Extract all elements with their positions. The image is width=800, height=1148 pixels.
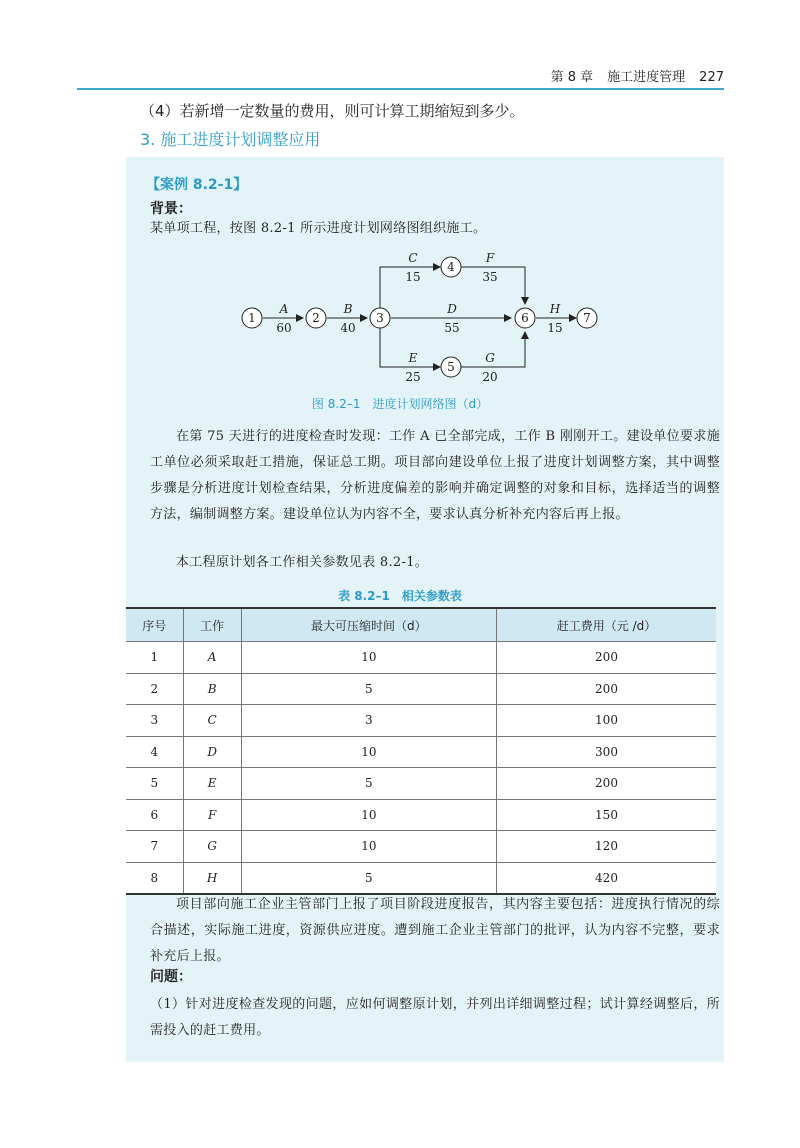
cell-index: 4: [126, 736, 183, 768]
table-row: [126, 736, 716, 768]
table-caption: 表 8.2–1 相关参数表: [338, 589, 462, 603]
table-row: [126, 831, 716, 863]
table-row: [126, 862, 716, 894]
section-title: 3. 施工进度计划调整应用: [140, 130, 321, 149]
cell-cost: 200: [497, 768, 717, 800]
cell-cost: 100: [497, 705, 717, 737]
cell-cost: 200: [497, 642, 717, 674]
cell-work: G: [183, 831, 241, 863]
cell-index: 8: [126, 862, 183, 894]
cell-max-compress: 5: [241, 768, 496, 800]
chapter-number: 第 8 章: [550, 70, 594, 85]
table-row: [126, 673, 716, 705]
col-header-cost: 赶工费用（元 /d）: [497, 608, 717, 642]
cell-index: 5: [126, 768, 183, 800]
cell-work: C: [183, 705, 241, 737]
activity-a-duration: 60: [276, 321, 292, 335]
case-title: 【案例 8.2-1】: [146, 177, 248, 193]
activity-b-duration: 40: [340, 321, 356, 335]
cell-work: H: [183, 862, 241, 894]
paragraph-report: 项目部向施工企业主管部门上报了项目阶段进度报告，其内容主要包括：进度执行情况的综合描述，实际施工进度，资源供应进度。遭到施工企业主管部门的批评，认为内容不完整，要求补充后上报。: [150, 897, 720, 964]
page-header: [77, 60, 724, 90]
activity-h-label: H: [549, 302, 561, 316]
activity-g-label: G: [485, 351, 495, 365]
node-1: 1: [248, 311, 256, 325]
cell-index: 6: [126, 799, 183, 831]
cell-work: B: [183, 673, 241, 705]
activity-d-duration: 55: [444, 321, 460, 335]
cell-max-compress: 10: [241, 642, 496, 674]
table-row: [126, 705, 716, 737]
table-row: [126, 642, 716, 674]
cell-cost: 120: [497, 831, 717, 863]
background-label: 背景：: [150, 201, 192, 217]
table-header-row: [126, 608, 716, 642]
cell-max-compress: 10: [241, 799, 496, 831]
cell-work: E: [183, 768, 241, 800]
col-header-index: 序号: [126, 608, 183, 642]
table-row: [126, 768, 716, 800]
table-row: [126, 799, 716, 831]
activity-e-label: E: [408, 351, 418, 365]
background-text: 某单项工程，按图 8.2-1 所示进度计划网络图组织施工。: [150, 221, 487, 236]
activity-f-duration: 35: [482, 270, 498, 284]
running-head: [537, 66, 724, 85]
cell-max-compress: 3: [241, 705, 496, 737]
cell-cost: 300: [497, 736, 717, 768]
activity-f-label: F: [485, 251, 495, 265]
cell-max-compress: 10: [241, 736, 496, 768]
cell-work: F: [183, 799, 241, 831]
header-rule: [77, 88, 724, 90]
question-1: （1）针对进度检查发现的问题，应如何调整原计划，并列出详细调整过程；试计算经调整后，所需投入的赶工费用。: [150, 997, 720, 1038]
activity-g-duration: 20: [482, 370, 498, 384]
question-label: 问题：: [150, 969, 192, 985]
node-2: 2: [312, 311, 320, 325]
page-number: 227: [699, 70, 724, 85]
params-table: [126, 607, 716, 895]
activity-h-duration: 15: [547, 321, 563, 335]
activity-b-label: B: [343, 302, 353, 316]
cell-index: 3: [126, 705, 183, 737]
cell-index: 2: [126, 673, 183, 705]
paragraph-inspection: 在第 75 天进行的进度检查时发现：工作 A 已全部完成，工作 B 刚刚开工。建设单位要求施工单位必须采取赶工措施，保证总工期。项目部向建设单位上报了进度计划调整方案，其中调整步骤是分析进度计划检查结果，分析进度偏差的影响并确定调整的对象和目标，选择适当的调整方法，编制调整方案。建设单位认为内容不全，要求认真分析补充内容后再上报。: [150, 429, 720, 522]
node-7: 7: [583, 311, 591, 325]
network-diagram: [130, 250, 610, 390]
node-4: 4: [447, 260, 455, 274]
node-5: 5: [447, 360, 455, 374]
cell-work: D: [183, 736, 241, 768]
col-header-work: 工作: [183, 608, 241, 642]
cell-index: 1: [126, 642, 183, 674]
node-3: 3: [376, 311, 384, 325]
node-6: 6: [521, 311, 529, 325]
intro-question: （4）若新增一定数量的费用，则可计算工期缩短到多少。: [140, 102, 525, 120]
cell-max-compress: 5: [241, 862, 496, 894]
chapter-title: 施工进度管理: [607, 70, 686, 85]
activity-d-label: D: [447, 302, 457, 316]
activity-e-duration: 25: [405, 370, 421, 384]
cell-work: A: [183, 642, 241, 674]
paragraph-table-ref: 本工程原计划各工作相关参数见表 8.2-1。: [176, 555, 429, 570]
cell-cost: 150: [497, 799, 717, 831]
figure-caption: 图 8.2–1 进度计划网络图（d）: [311, 397, 489, 411]
cell-max-compress: 10: [241, 831, 496, 863]
cell-cost: 200: [497, 673, 717, 705]
activity-c-label: C: [408, 251, 418, 265]
cell-cost: 420: [497, 862, 717, 894]
col-header-max-compress: 最大可压缩时间（d）: [241, 608, 496, 642]
cell-max-compress: 5: [241, 673, 496, 705]
activity-c-duration: 15: [405, 270, 421, 284]
cell-index: 7: [126, 831, 183, 863]
activity-a-label: A: [279, 302, 289, 316]
